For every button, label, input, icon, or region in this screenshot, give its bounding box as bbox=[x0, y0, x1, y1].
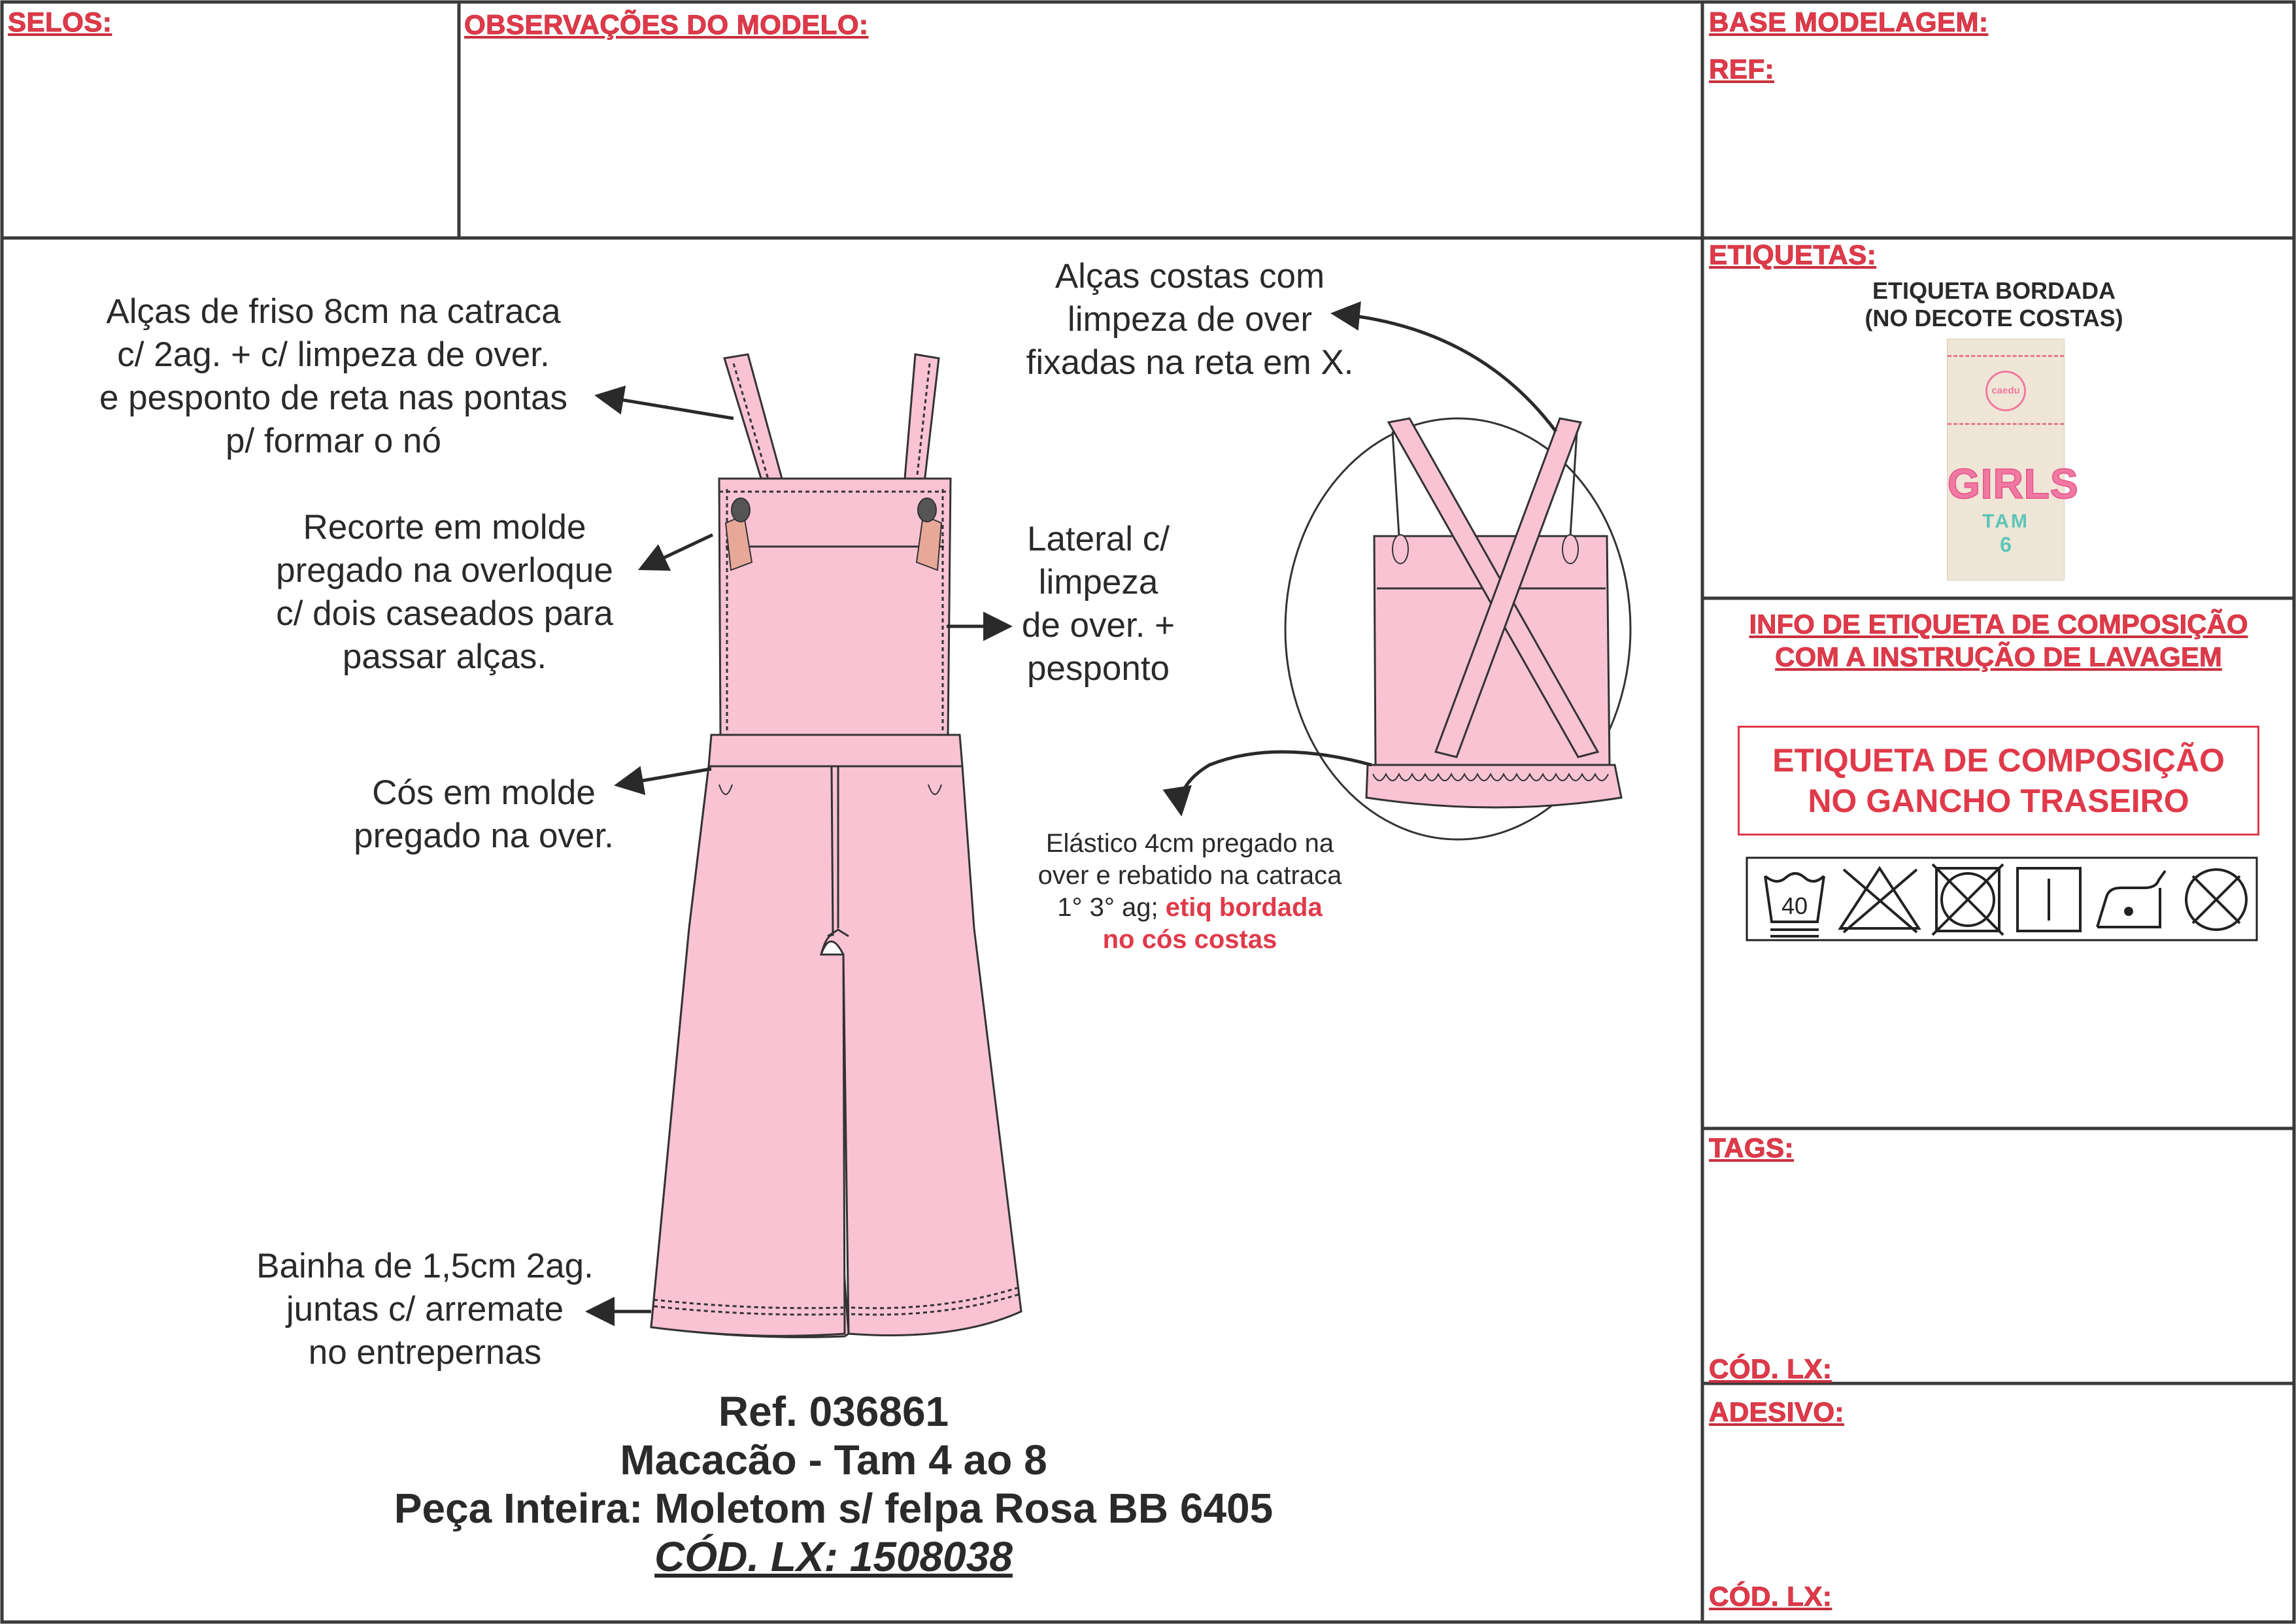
composicao-info-line2: COM A INSTRUÇÃO DE LAVAGEM bbox=[1775, 641, 2222, 672]
composicao-info-title bbox=[1708, 608, 2289, 673]
composicao-box bbox=[1738, 726, 2259, 836]
composicao-info-line1: INFO DE ETIQUETA DE COMPOSIÇÃO bbox=[1749, 609, 2248, 639]
ref-header: REF: bbox=[1709, 54, 1774, 84]
front-waistband bbox=[709, 735, 962, 766]
annotation-bainha: Bainha de 1,5cm 2ag. juntas c/ arremate no entrepernas bbox=[256, 1247, 594, 1372]
wash-temp-text: 40 bbox=[1781, 892, 1808, 919]
brand-logo: caedu bbox=[1985, 371, 2026, 411]
adesivo-cod-header: CÓD. LX: bbox=[1709, 1581, 1832, 1612]
etiqueta-label-image bbox=[1947, 339, 2079, 581]
front-pants bbox=[651, 766, 1021, 1337]
annotation-elastico bbox=[981, 828, 1399, 956]
annotation-elastico-red1: etiq bordada bbox=[1165, 893, 1323, 922]
tags-header: TAGS: bbox=[1709, 1132, 1795, 1163]
annotation-alcas-friso: Alças de friso 8cm na catraca c/ 2ag. + c/ limpeza de over. e pesponto de reta nas pontas p/ formar o nó bbox=[99, 292, 568, 460]
annotation-alcas-costas: Alças costas com limpeza de over fixadas na reta em X. bbox=[1026, 257, 1354, 382]
annotation-lateral: Lateral c/ limpeza de over. + pesponto bbox=[1021, 520, 1175, 688]
etiqueta-title bbox=[1817, 277, 2170, 332]
annotation-elastico-red2: no cós costas bbox=[1102, 925, 1277, 954]
etiqueta-title-line1: ETIQUETA BORDADA bbox=[1872, 277, 2116, 304]
back-view-detail bbox=[1285, 418, 1630, 839]
label-girls-text: GIRLS bbox=[1948, 460, 2079, 507]
product-title-block bbox=[262, 1387, 1406, 1581]
annotation-elastico-text: Elástico 4cm pregado na over e rebatido na catraca 1° 3° ag; bbox=[1038, 829, 1342, 922]
annotation-recorte: Recorte em molde pregado na overloque c/ dois caseados para passar alças. bbox=[276, 508, 613, 676]
base-modelagem-header: BASE MODELAGEM: bbox=[1709, 7, 1989, 37]
etiqueta-title-line2: (NO DECOTE COSTAS) bbox=[1865, 305, 2123, 331]
care-symbols bbox=[1746, 856, 2258, 941]
adesivo-header: ADESIVO: bbox=[1709, 1396, 1845, 1427]
label-tam-text: TAM bbox=[1982, 511, 2029, 532]
label-size-text: 6 bbox=[2000, 533, 2012, 556]
observacoes-header: OBSERVAÇÕES DO MODELO: bbox=[464, 9, 869, 40]
product-material: Peça Inteira: Moletom s/ felpa Rosa BB 6405 bbox=[394, 1485, 1274, 1532]
tags-cod-header: CÓD. LX: bbox=[1709, 1353, 1832, 1384]
front-bib bbox=[719, 479, 951, 735]
composicao-box-line1: ETIQUETA DE COMPOSIÇÃO bbox=[1772, 742, 2225, 779]
product-cod: CÓD. LX: 1508038 bbox=[654, 1533, 1013, 1580]
composicao-box-line2: NO GANCHO TRASEIRO bbox=[1808, 783, 2189, 819]
front-strap-right bbox=[905, 354, 939, 482]
product-name: Macacão - Tam 4 ao 8 bbox=[620, 1436, 1047, 1483]
etiquetas-header: ETIQUETAS: bbox=[1709, 239, 1877, 270]
product-ref: Ref. 036861 bbox=[718, 1388, 949, 1435]
annotation-cos: Cós em molde pregado na over. bbox=[354, 773, 614, 855]
selos-header: SELOS: bbox=[8, 7, 112, 37]
